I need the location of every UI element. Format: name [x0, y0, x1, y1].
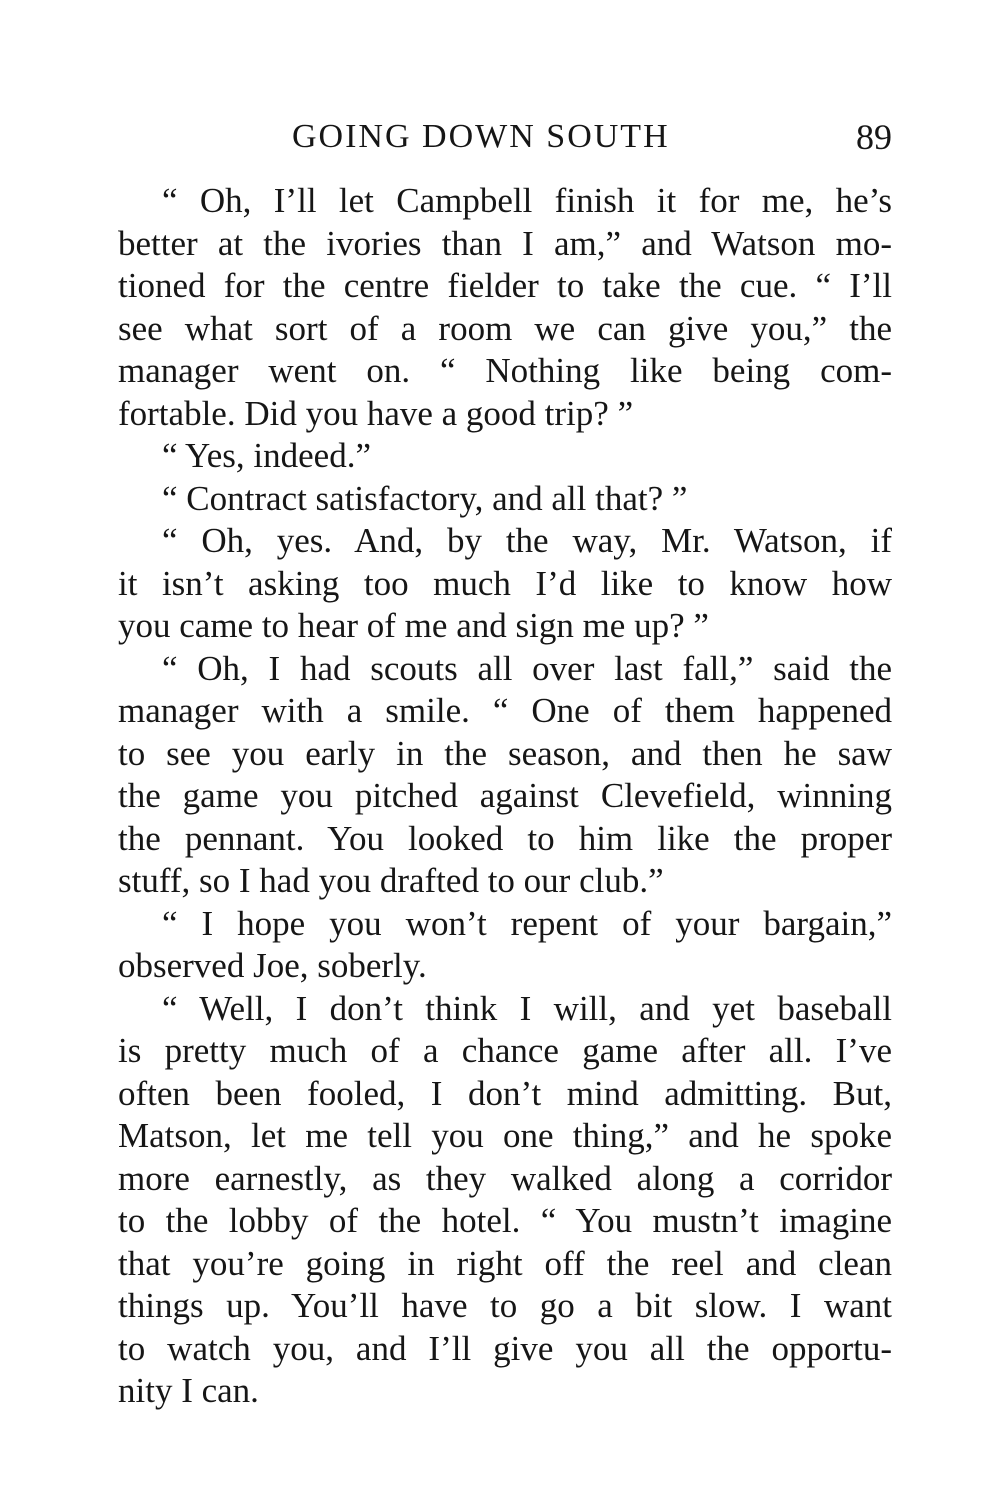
text-line: “ Oh, yes. And, by the way, Mr. Watson, if [162, 521, 892, 560]
text-line: “ Oh, I’ll let Campbell finish it for me, he’s [162, 181, 892, 220]
text-line: it isn’t asking too much I’d like to know how [118, 563, 892, 603]
text-line: tioned for the centre fielder to take the cue. “ I’ll [118, 266, 892, 305]
text-line: “ I hope you won’t repent of your bargain,” [162, 903, 892, 943]
text-line: the game you pitched against Clevefield, winning [118, 776, 892, 815]
page-number: 89 [856, 117, 892, 157]
text-line: Matson, let me tell you one thing,” and he spoke [118, 1116, 892, 1155]
text-line: things up. You’ll have to go a bit slow. I want [118, 1286, 892, 1325]
text-line: nity I can. [118, 1371, 259, 1410]
text-line: to watch you, and I’ll give you all the opportu- [118, 1328, 892, 1368]
text-line: to the lobby of the hotel. “ You mustn’t imagine [118, 1201, 892, 1240]
body-text [118, 180, 892, 1413]
text-line: to see you early in the season, and then he saw [118, 733, 892, 773]
text-line: often been fooled, I don’t mind admitting. But, [118, 1073, 892, 1113]
text-line: “ Well, I don’t think I will, and yet baseball [162, 988, 892, 1028]
text-line: stuff, so I had you drafted to our club.” [118, 861, 664, 900]
text-line: you came to hear of me and sign me up? ” [118, 606, 709, 645]
text-line: that you’re going in right off the reel and clean [118, 1243, 892, 1283]
running-head: GOING DOWN SOUTH [292, 118, 670, 155]
text-line: is pretty much of a chance game after all. I’ve [118, 1031, 892, 1070]
text-line: “ Yes, indeed.” [162, 436, 371, 475]
text-line: the pennant. You looked to him like the proper [118, 818, 892, 858]
text-line: manager with a smile. “ One of them happened [118, 691, 892, 730]
text-line: manager went on. “ Nothing like being com- [118, 351, 892, 390]
text-line: “ Oh, I had scouts all over last fall,” said the [162, 648, 892, 688]
text-line: more earnestly, as they walked along a corridor [118, 1158, 892, 1198]
text-line: see what sort of a room we can give you,” the [118, 308, 892, 348]
page-header [118, 113, 892, 163]
text-line: better at the ivories than I am,” and Watson mo- [118, 223, 892, 263]
text-line: “ Contract satisfactory, and all that? ” [162, 478, 688, 518]
text-line: fortable. Did you have a good trip? ” [118, 393, 634, 433]
text-line: observed Joe, soberly. [118, 946, 427, 985]
